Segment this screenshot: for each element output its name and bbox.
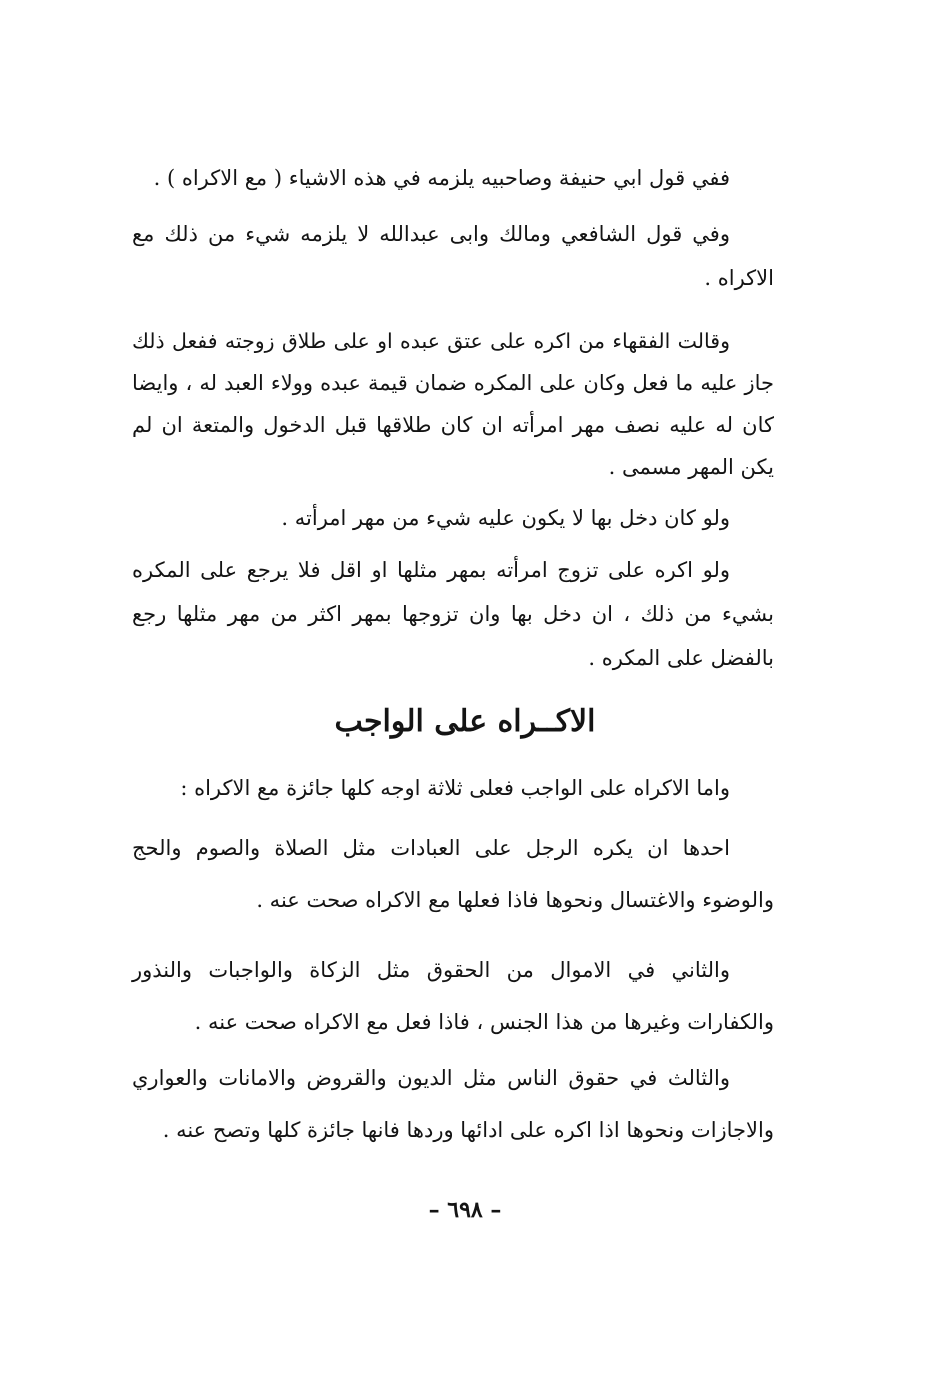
paragraph-4 [132,496,774,540]
paragraph-line: والثاني في الاموال من الحقوق مثل الزكاة والواجبات والنذور [132,958,730,982]
paragraph-line: بالفضل على المكره . [588,646,774,670]
paragraph-line: كان له عليه نصف مهر امرأته ان كان طلاقها قبل الدخول والمتعة ان لم [132,413,774,437]
paragraph-line: ولو كان دخل بها لا يكون عليه شيء من مهر امرأته . [281,506,730,530]
paragraph-line: ولو اكره على تزوج امرأته بمهر مثلها او اقل فلا يرجع على المكره [132,558,730,582]
paragraph-line: والثالث في حقوق الناس مثل الديون والقروض والامانات والعواري [132,1066,730,1090]
paragraph-9 [132,1052,774,1156]
paragraph-line: بشيء من ذلك ، ان دخل بها وان تزوجها بمهر اكثر من مهر مثلها رجع [132,602,774,626]
paragraph-line: واما الاكراه على الواجب فعلى ثلاثة اوجه كلها جائزة مع الاكراه : [180,776,730,800]
page-number: – ٦٩٨ – [428,1197,502,1223]
paragraph-line: احدها ان يكره الرجل على العبادات مثل الصلاة والصوم والحج [132,836,730,860]
paragraph-8 [132,944,774,1048]
paragraph-7 [132,822,774,926]
paragraph-line: جاز عليه ما فعل وكان على المكره ضمان قيمة عبده وولاء العبد له ، وايضا [132,371,774,395]
paragraph-3 [132,320,774,488]
paragraph-5 [132,548,774,680]
paragraph-1 [132,156,774,200]
paragraph-6 [132,766,774,810]
paragraph-line: والوضوء والاغتسال ونحوها فاذا فعلها مع الاكراه صحت عنه . [256,888,774,912]
paragraph-line: ففي قول ابي حنيفة وصاحبيه يلزمه في هذه الاشياء ( مع الاكراه ) . [153,166,730,190]
section-heading: الاكــراه على الواجب [334,704,596,739]
paragraph-line: والكفارات وغيرها من هذا الجنس ، فاذا فعل مع الاكراه صحت عنه . [194,1010,774,1034]
paragraph-line: وقالت الفقهاء من اكره على عتق عبده او على طلاق زوجته ففعل ذلك [132,329,730,353]
paragraph-line: الاكراه . [704,266,774,290]
paragraph-line: يكن المهر مسمى . [608,455,774,479]
paragraph-2 [132,212,774,300]
paragraph-line: وفي قول الشافعي ومالك وابى عبدالله لا يلزمه شيء من ذلك مع [132,222,730,246]
paragraph-line: والاجازات ونحوها اذا اكره على ادائها وردها فانها جائزة كلها وتصح عنه . [162,1118,774,1142]
